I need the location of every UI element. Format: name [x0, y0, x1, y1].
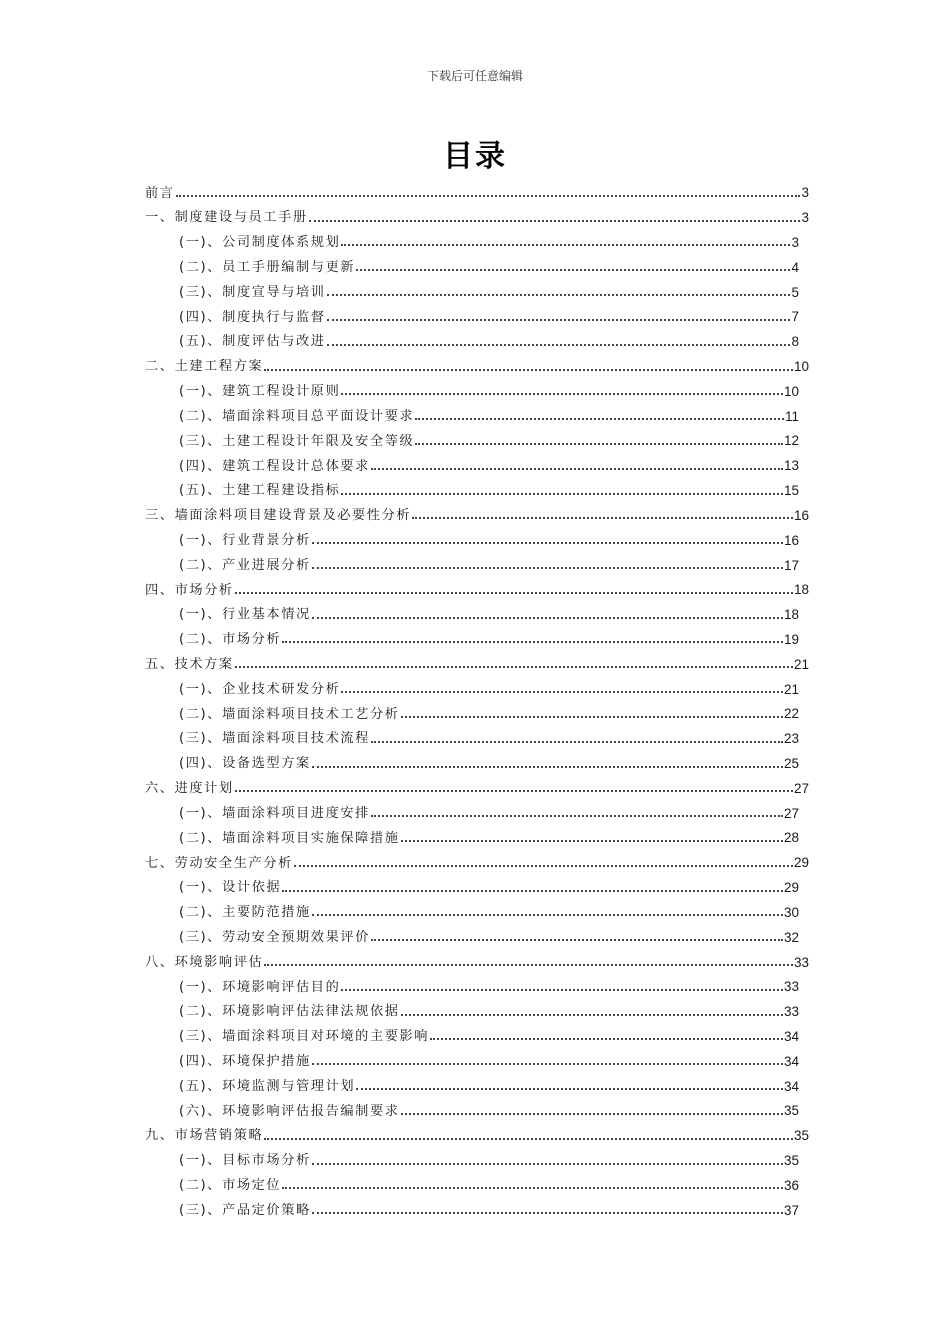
toc-entry[interactable] — [145, 1168, 809, 1193]
dot-leader — [312, 1063, 783, 1065]
toc-entry-page-number: 34 — [783, 1053, 799, 1069]
toc-entry[interactable] — [145, 473, 809, 498]
dot-leader — [327, 344, 791, 346]
toc-entry-page-number: 19 — [783, 631, 799, 647]
dot-leader — [235, 592, 793, 594]
dot-leader — [401, 1113, 783, 1115]
toc-entry[interactable] — [145, 622, 809, 647]
toc-entry-label: 六、进度计划 — [145, 781, 234, 797]
toc-entry-page-number: 29 — [793, 855, 809, 871]
toc-entry-label: (三)、墙面涂料项目技术流程 — [179, 731, 370, 747]
toc-entry-page-number: 10 — [783, 383, 799, 399]
toc-entry-page-number: 27 — [783, 805, 799, 821]
toc-entry-page-number: 33 — [783, 1004, 799, 1020]
toc-entry-label: (二)、市场定位 — [179, 1178, 282, 1194]
toc-entry-label: (六)、环境影响评估报告编制要求 — [179, 1103, 400, 1119]
dot-leader — [312, 567, 783, 569]
toc-entry-page-number: 10 — [793, 359, 809, 374]
toc-entry[interactable] — [145, 448, 809, 473]
toc-entry[interactable] — [145, 398, 809, 423]
toc-entry-label: 一、制度建设与员工手册 — [145, 210, 308, 226]
toc-entry-page-number: 33 — [793, 954, 809, 970]
toc-entry-page-number: 35 — [793, 1128, 809, 1144]
dot-leader — [312, 617, 783, 619]
dot-leader — [371, 741, 783, 743]
toc-entry-label: (一)、建筑工程设计原则 — [179, 384, 341, 400]
toc-entry-label: (一)、行业基本情况 — [179, 607, 311, 623]
toc-entry[interactable] — [145, 200, 809, 225]
toc-entry[interactable] — [145, 795, 809, 820]
toc-entry-label: (一)、企业技术研发分析 — [179, 681, 341, 697]
toc-entry-label: (三)、墙面涂料项目对环境的主要影响 — [179, 1029, 430, 1045]
toc-entry[interactable] — [145, 249, 809, 274]
toc-entry-page-number: 3 — [791, 234, 799, 250]
toc-entry-label: (二)、员工手册编制与更新 — [179, 260, 356, 276]
toc-entry[interactable] — [145, 671, 809, 696]
toc-entry[interactable] — [145, 870, 809, 895]
dot-leader — [312, 1212, 783, 1214]
dot-leader — [401, 1014, 783, 1016]
toc-entry-page-number: 25 — [783, 756, 799, 771]
toc-entry-page-number: 5 — [791, 284, 799, 300]
toc-entry-page-number: 15 — [783, 483, 799, 499]
dot-leader — [312, 542, 783, 544]
toc-entry[interactable] — [145, 597, 809, 622]
dot-leader — [356, 269, 790, 271]
toc-entry[interactable] — [145, 771, 809, 796]
toc-entry-label: 三、墙面涂料项目建设背景及必要性分析 — [145, 508, 412, 524]
toc-entry[interactable] — [145, 845, 809, 870]
dot-leader — [412, 517, 793, 519]
toc-entry-label: (二)、主要防范措施 — [179, 905, 311, 921]
dot-leader — [341, 691, 783, 693]
dot-leader — [282, 641, 783, 643]
page-title: 目录 — [443, 139, 507, 174]
dot-leader — [282, 890, 783, 892]
toc-entry-page-number: 13 — [783, 458, 799, 474]
toc-entry[interactable] — [145, 374, 809, 399]
toc-entry[interactable] — [145, 1143, 809, 1168]
toc-entry-label: (二)、产业进展分析 — [179, 557, 311, 573]
toc-entry[interactable] — [145, 820, 809, 845]
toc-entry[interactable] — [145, 969, 809, 994]
dot-leader — [264, 369, 793, 371]
toc-entry-page-number: 3 — [801, 210, 809, 226]
dot-leader — [294, 865, 793, 867]
dot-leader — [341, 393, 783, 395]
toc-entry-label: (二)、环境影响评估法律法规依据 — [179, 1004, 400, 1020]
toc-entry-label: (一)、目标市场分析 — [179, 1153, 311, 1169]
dot-leader — [341, 493, 783, 495]
toc-entry-page-number: 21 — [793, 656, 809, 672]
toc-entry-label: (二)、市场分析 — [179, 632, 282, 648]
dot-leader — [327, 294, 791, 296]
dot-leader — [401, 840, 783, 842]
toc-entry-label: 四、市场分析 — [145, 582, 234, 598]
toc-entry[interactable] — [145, 944, 809, 969]
dot-leader — [312, 1163, 783, 1165]
toc-entry-label: (五)、环境监测与管理计划 — [179, 1078, 356, 1094]
toc-entry-page-number: 36 — [783, 1177, 799, 1193]
toc-entry-page-number: 16 — [793, 507, 809, 523]
toc-entry-page-number: 32 — [783, 929, 799, 945]
toc-entry-label: (一)、墙面涂料项目进度安排 — [179, 805, 370, 821]
toc-entry-page-number: 29 — [783, 880, 799, 896]
toc-entry-page-number: 35 — [783, 1153, 799, 1168]
toc-entry-label: 七、劳动安全生产分析 — [145, 855, 293, 871]
dot-leader — [264, 964, 793, 966]
toc-entry-page-number: 33 — [783, 979, 799, 995]
toc-entry-page-number: 21 — [783, 681, 799, 697]
toc-entry-page-number: 3 — [801, 185, 809, 201]
toc-entry-label: (二)、墙面涂料项目技术工艺分析 — [179, 706, 400, 722]
toc-entry[interactable] — [145, 1118, 809, 1143]
toc-entry-label: (四)、制度执行与监督 — [179, 309, 326, 325]
toc-entry[interactable] — [145, 299, 809, 324]
dot-leader — [176, 195, 801, 197]
dot-leader — [371, 468, 783, 470]
toc-entry[interactable] — [145, 1192, 809, 1217]
toc-entry-page-number: 7 — [791, 309, 799, 325]
dot-leader — [264, 1138, 793, 1140]
toc-entry-label: 九、市场营销策略 — [145, 1128, 264, 1144]
toc-entry[interactable] — [145, 696, 809, 721]
dot-leader — [309, 220, 801, 222]
toc-entry-page-number: 27 — [793, 780, 809, 796]
toc-entry-label: (五)、制度评估与改进 — [179, 334, 326, 350]
toc-entry-page-number: 11 — [784, 408, 799, 424]
toc-entry-label: (三)、劳动安全预期效果评价 — [179, 929, 370, 945]
toc-entry[interactable] — [145, 423, 809, 448]
dot-leader — [312, 914, 783, 916]
toc-entry-label: (四)、设备选型方案 — [179, 756, 311, 772]
toc-entry-label: (三)、土建工程设计年限及安全等级 — [179, 433, 415, 449]
toc-entry-page-number: 28 — [783, 830, 799, 846]
toc-entry[interactable] — [145, 572, 809, 597]
toc-entry-label: (二)、墙面涂料项目总平面设计要求 — [179, 408, 415, 424]
dot-leader — [415, 443, 783, 445]
toc-entry[interactable] — [145, 324, 809, 349]
dot-leader — [327, 319, 791, 321]
toc-entry-label: (三)、制度宣导与培训 — [179, 284, 326, 300]
dot-leader — [356, 1088, 783, 1090]
toc-entry-page-number: 8 — [791, 334, 799, 350]
dot-leader — [415, 418, 784, 420]
dot-leader — [235, 790, 793, 792]
toc-entry-page-number: 16 — [783, 532, 799, 548]
toc-entry[interactable] — [145, 646, 809, 671]
toc-entry-label: (四)、环境保护措施 — [179, 1054, 311, 1070]
toc-entry[interactable] — [145, 225, 809, 250]
toc-entry-label: (一)、设计依据 — [179, 880, 282, 896]
dot-leader — [371, 815, 783, 817]
toc-entry[interactable] — [145, 498, 809, 523]
toc-entry-label: (五)、土建工程建设指标 — [179, 483, 341, 499]
toc-entry[interactable] — [145, 175, 809, 200]
toc-entry-label: 二、土建工程方案 — [145, 359, 264, 375]
toc-entry-label: 五、技术方案 — [145, 657, 234, 673]
toc-entry[interactable] — [145, 721, 809, 746]
toc-entry-label: (一)、行业背景分析 — [179, 532, 311, 548]
dot-leader — [312, 766, 783, 768]
toc-entry[interactable] — [145, 746, 809, 771]
toc-entry-page-number: 17 — [783, 557, 799, 573]
dot-leader — [371, 939, 783, 941]
toc-entry[interactable] — [145, 994, 809, 1019]
toc-entry[interactable] — [145, 1093, 809, 1118]
toc-entry[interactable] — [145, 1043, 809, 1068]
toc-entry-page-number: 12 — [783, 433, 799, 449]
toc-entry-page-number: 30 — [783, 904, 799, 920]
dot-leader — [341, 244, 790, 246]
toc-entry[interactable] — [145, 1019, 809, 1044]
dot-leader — [430, 1038, 783, 1040]
toc-entry-label: (二)、墙面涂料项目实施保障措施 — [179, 830, 400, 846]
toc-entry-label: 八、环境影响评估 — [145, 954, 264, 970]
dot-leader — [235, 666, 793, 668]
toc-entry-page-number: 34 — [783, 1078, 799, 1094]
toc-entry[interactable] — [145, 522, 809, 547]
table-of-contents — [145, 175, 809, 1217]
toc-entry[interactable] — [145, 895, 809, 920]
toc-entry[interactable] — [145, 547, 809, 572]
toc-entry-page-number: 22 — [783, 706, 799, 722]
toc-entry-page-number: 37 — [783, 1202, 799, 1218]
dot-leader — [401, 716, 783, 718]
toc-entry-page-number: 18 — [783, 607, 799, 623]
toc-entry-label: (一)、公司制度体系规划 — [179, 235, 341, 251]
toc-entry-page-number: 34 — [783, 1028, 799, 1044]
toc-entry-label: 前言 — [145, 185, 175, 201]
toc-entry-page-number: 23 — [783, 731, 799, 747]
header-note: 下载后可任意编辑 — [426, 69, 523, 83]
toc-entry-page-number: 35 — [783, 1103, 799, 1119]
toc-entry-page-number: 4 — [791, 259, 799, 275]
dot-leader — [282, 1187, 783, 1189]
toc-entry[interactable] — [145, 1068, 809, 1093]
toc-entry[interactable] — [145, 274, 809, 299]
toc-entry[interactable] — [145, 919, 809, 944]
toc-entry-label: (三)、产品定价策略 — [179, 1202, 311, 1218]
toc-entry-label: (四)、建筑工程设计总体要求 — [179, 458, 370, 474]
toc-entry[interactable] — [145, 349, 809, 374]
dot-leader — [341, 989, 783, 991]
toc-entry-label: (一)、环境影响评估目的 — [179, 979, 341, 995]
toc-entry-page-number: 18 — [793, 582, 809, 598]
